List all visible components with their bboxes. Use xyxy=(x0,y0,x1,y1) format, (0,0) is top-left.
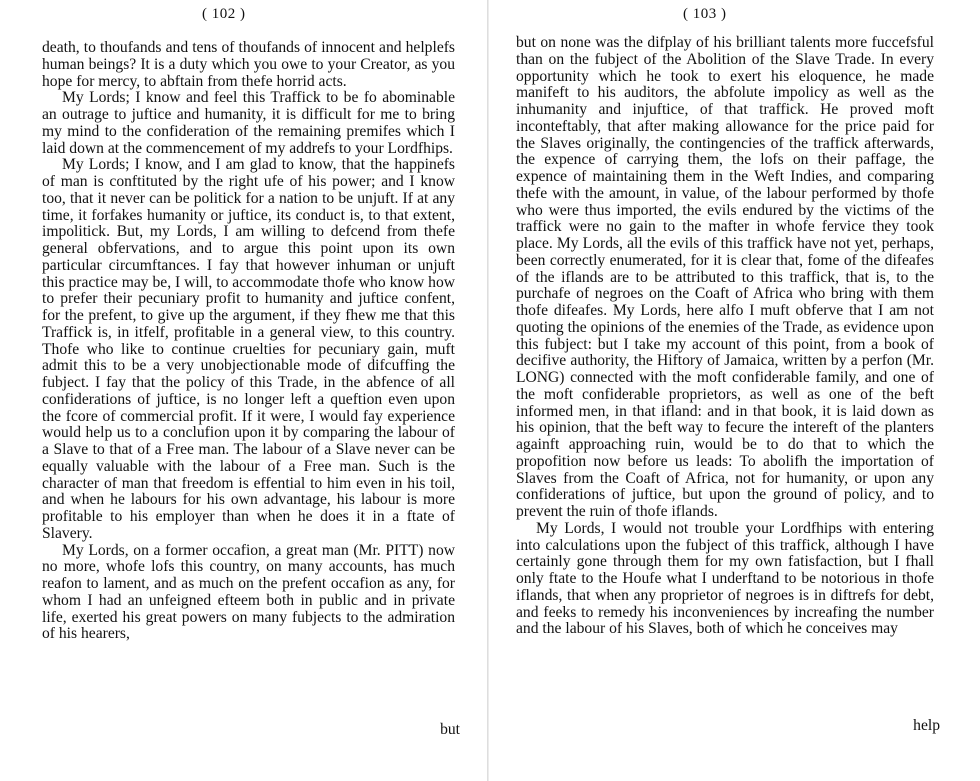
book-gutter xyxy=(487,0,489,781)
right-page-text xyxy=(516,35,934,638)
right-page xyxy=(490,0,980,781)
page-number-right: ( 103 ) xyxy=(683,6,727,22)
left-page-text xyxy=(42,40,455,643)
paragraph: death, to thoufands and tens of thoufands of innocent and helplefs human beings? It is a duty which you owe to your Creator, as you hope for mercy, to abftain from thefe horrid acts. xyxy=(42,39,455,90)
page-number-left: ( 102 ) xyxy=(202,6,246,22)
paragraph: My Lords, on a former occafion, a great man (Mr. PITT) now no more, whofe lofs this country, on many accounts, has much reafon to lament, and as much on the prefent occafion as any, for whom I had an unfeigned efteem both in public and in private life, exerted his great powers on many fubjects to the admiration of his hearers, xyxy=(42,541,455,643)
paragraph: but on none was the difplay of his brilliant talents more fuccefsful than on the fubject of the Abolition of the Slave Trade. In every opportunity which he took to exert his eloquence, he made manifeft to his auditors, the abfolute impolicy as well as the inhumanity and injuftice, of that traffick. He proved moft inconteftably, that after making allowance for the price paid for the Slaves originally, the contingencies of the traffick afterwards, the expence of carrying them, the lofs on their paffage, the expence of maintaining them in the Weft Indies, and comparing thefe with the amount, in value, of the labour performed by thofe who were thus imported, the evils endured by the victims of the traffick were no gain to the mafter in whofe fervice they took place. My Lords, all the evils of this traffick have not yet, perhaps, been correctly enumerated, for it is clear that, fome of the difeafes of the iflands are to be attributed to this traffick, that is, to the purchafe of negroes on the Coaft of Africa who bring with them thofe difeafes. My Lords, here alfo I muft obferve that I am not quoting the opinions of the enemies of the Trade, as evidence upon this fubject: but I take my account of this point, from a book of decifive authority, the Hiftory of Jamaica, written by a perfon (Mr. LONG) connected with the moft confiderable family, and one of the moft confiderable proprietors, as well as one of the beft informed men, in that ifland: and in that book, it is laid down as his opinion, that the beft way to fecure the intereft of the planters againft approaching ruin, would be to do that to which the propofition now before us leads: To abolifh the importation of Slaves from the Coaft of Africa, not for humanity, or upon any confiderations of juftice, but upon the ground of policy, and to prevent the ruin of thofe iflands. xyxy=(516,34,934,520)
catchword-right: help xyxy=(913,717,940,734)
paragraph: My Lords, I would not trouble your Lordfhips with entering into calculations upon the fubject of this traffick, although I have certainly gone through them for my own fatisfaction, but I fhall only ftate to the Houfe what I underftand to be notorious in thofe iflands, that when any proprietor of negroes is in diftrefs for debt, and feeks to remedy his inconveniences by increafing the number and the labour of his Slaves, both of which he conceives may xyxy=(516,519,934,638)
paragraph: My Lords; I know and feel this Traffick to be fo abominable an outrage to juftice and humanity, it is difficult for me to bring my mind to the confideration of the remaining premifes which I laid down at the commencement of my addrefs to your Lordfhips. xyxy=(42,89,455,157)
left-page xyxy=(0,0,488,781)
catchword-left: but xyxy=(440,721,460,738)
paragraph: My Lords; I know, and I am glad to know, that the happinefs of man is conftituted by the right ufe of his power; and I know too, that it never can be politick for a nation to be unjuft. If at any time, it forfakes humanity or juftice, its conduct is, to that extent, impolitick. But, my Lords, I am willing to defcend from thefe general obfervations, and to argue this point upon its own particular circumftances. I fay that however inhuman or unjuft this practice may be, I will, to accommodate thofe who know how to prefer their pecuniary profit to humanity and juftice confent, for the prefent, to give up the argument, if they fhew me that this Traffick is, in itfelf, profitable in a general view, to this country. Thofe who like to continue cruelties for pecuniary gain, muft admit this to be a very unobjectionable mode of difcuffing the fubject. I fay that the policy of this Trade, in the abfence of all confiderations of juftice, is no longer left a queftion even upon the fcore of commercial profit. If it were, I would fay experience would help us to a conclufion upon it by comparing the labour of a Slave to that of a Free man. The labour of a Slave never can be equally valuable with the labour of a Free man. Such is the character of man that freedom is effential to him even in his toil, and when he labours for his own advantage, his labour is more profitable to his employer than when he does it in a ftate of Slavery. xyxy=(42,156,455,542)
